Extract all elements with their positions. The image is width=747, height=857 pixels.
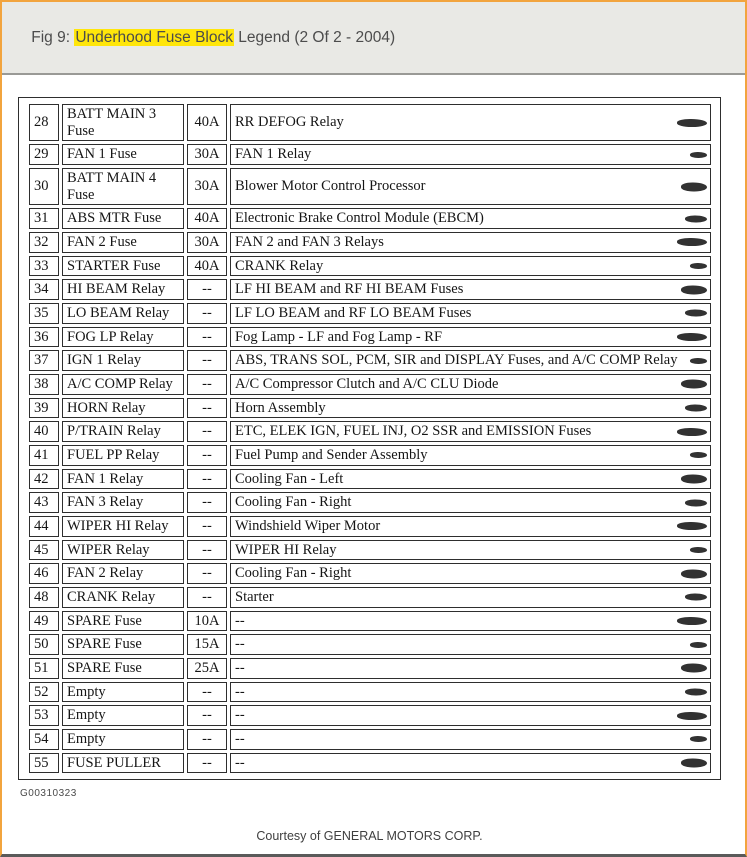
- fuse-controls-cell: Fuel Pump and Sender Assembly: [230, 445, 711, 466]
- fuse-amps-cell: --: [187, 279, 227, 300]
- fuse-amps-cell: 30A: [187, 232, 227, 253]
- fuse-row: [29, 587, 711, 608]
- fuse-number-cell: 30: [29, 168, 59, 205]
- fuse-name-cell: FAN 1 Relay: [62, 469, 184, 490]
- fuse-controls-cell: LF HI BEAM and RF HI BEAM Fuses: [230, 279, 711, 300]
- fuse-amps-cell: 10A: [187, 611, 227, 632]
- fuse-name-cell: FAN 3 Relay: [62, 492, 184, 513]
- fuse-row: [29, 327, 711, 348]
- fuse-controls-cell: Horn Assembly: [230, 398, 711, 419]
- fuse-row: [29, 516, 711, 537]
- fuse-name-cell: LO BEAM Relay: [62, 303, 184, 324]
- caption-search-highlight: Underhood Fuse Block: [75, 29, 233, 46]
- fuse-name-cell: SPARE Fuse: [62, 611, 184, 632]
- fuse-row: [29, 705, 711, 726]
- fuse-name-cell: Empty: [62, 682, 184, 703]
- caption-suffix: Legend (2 Of 2 - 2004): [233, 29, 396, 46]
- fuse-controls-cell: FAN 2 and FAN 3 Relays: [230, 232, 711, 253]
- fuse-controls-cell: A/C Compressor Clutch and A/C CLU Diode: [230, 374, 711, 395]
- fuse-row: [29, 168, 711, 205]
- fuse-amps-cell: --: [187, 350, 227, 371]
- fuse-name-cell: FAN 1 Fuse: [62, 144, 184, 165]
- fuse-controls-cell: --: [230, 682, 711, 703]
- fuse-controls-cell: Windshield Wiper Motor: [230, 516, 711, 537]
- fuse-number-cell: 28: [29, 104, 59, 141]
- fuse-row: [29, 104, 711, 141]
- fuse-name-cell: SPARE Fuse: [62, 634, 184, 655]
- fuse-amps-cell: --: [187, 587, 227, 608]
- fuse-amps-cell: --: [187, 398, 227, 419]
- fuse-row: [29, 374, 711, 395]
- fuse-name-cell: CRANK Relay: [62, 587, 184, 608]
- fuse-amps-cell: --: [187, 705, 227, 726]
- fuse-row: [29, 753, 711, 774]
- caption-prefix: Fig 9:: [31, 29, 75, 46]
- fuse-row: [29, 232, 711, 253]
- fuse-controls-cell: FAN 1 Relay: [230, 144, 711, 165]
- fuse-row: [29, 540, 711, 561]
- fuse-row: [29, 421, 711, 442]
- fuse-row: [29, 256, 711, 277]
- fuse-name-cell: Empty: [62, 705, 184, 726]
- fuse-controls-cell: LF LO BEAM and RF LO BEAM Fuses: [230, 303, 711, 324]
- fuse-name-cell: A/C COMP Relay: [62, 374, 184, 395]
- fuse-number-cell: 44: [29, 516, 59, 537]
- fuse-number-cell: 50: [29, 634, 59, 655]
- fuse-number-cell: 52: [29, 682, 59, 703]
- fuse-row: [29, 658, 711, 679]
- fuse-name-cell: STARTER Fuse: [62, 256, 184, 277]
- fuse-row: [29, 492, 711, 513]
- fuse-row: [29, 279, 711, 300]
- fuse-number-cell: 38: [29, 374, 59, 395]
- fuse-number-cell: 48: [29, 587, 59, 608]
- fuse-controls-cell: Fog Lamp - LF and Fog Lamp - RF: [230, 327, 711, 348]
- fuse-name-cell: WIPER HI Relay: [62, 516, 184, 537]
- fuse-controls-cell: Cooling Fan - Left: [230, 469, 711, 490]
- fuse-table-outline: [18, 97, 721, 780]
- fuse-number-cell: 43: [29, 492, 59, 513]
- fuse-row: [29, 208, 711, 229]
- fuse-row: [29, 398, 711, 419]
- document-content: [2, 75, 745, 854]
- fuse-amps-cell: 40A: [187, 256, 227, 277]
- fuse-amps-cell: --: [187, 540, 227, 561]
- fuse-name-cell: P/TRAIN Relay: [62, 421, 184, 442]
- fuse-amps-cell: --: [187, 445, 227, 466]
- fuse-amps-cell: 30A: [187, 168, 227, 205]
- fuse-controls-cell: CRANK Relay: [230, 256, 711, 277]
- fuse-number-cell: 49: [29, 611, 59, 632]
- fuse-name-cell: HI BEAM Relay: [62, 279, 184, 300]
- fuse-number-cell: 29: [29, 144, 59, 165]
- fuse-controls-cell: WIPER HI Relay: [230, 540, 711, 561]
- fuse-name-cell: Empty: [62, 729, 184, 750]
- fuse-name-cell: HORN Relay: [62, 398, 184, 419]
- fuse-name-cell: BATT MAIN 3 Fuse: [62, 104, 184, 141]
- fuse-amps-cell: 25A: [187, 658, 227, 679]
- fuse-number-cell: 53: [29, 705, 59, 726]
- courtesy-line: Courtesy of GENERAL MOTORS CORP.: [256, 829, 483, 844]
- fuse-name-cell: BATT MAIN 4 Fuse: [62, 168, 184, 205]
- fuse-row: [29, 682, 711, 703]
- fuse-number-cell: 51: [29, 658, 59, 679]
- fuse-name-cell: FUEL PP Relay: [62, 445, 184, 466]
- fuse-controls-cell: Cooling Fan - Right: [230, 492, 711, 513]
- fuse-controls-cell: --: [230, 729, 711, 750]
- fuse-controls-cell: --: [230, 611, 711, 632]
- fuse-amps-cell: --: [187, 374, 227, 395]
- fuse-number-cell: 42: [29, 469, 59, 490]
- fuse-name-cell: IGN 1 Relay: [62, 350, 184, 371]
- fuse-amps-cell: 15A: [187, 634, 227, 655]
- fuse-amps-cell: --: [187, 492, 227, 513]
- fuse-number-cell: 33: [29, 256, 59, 277]
- fuse-controls-cell: Starter: [230, 587, 711, 608]
- fuse-row: [29, 350, 711, 371]
- fuse-controls-cell: RR DEFOG Relay: [230, 104, 711, 141]
- fuse-controls-cell: ETC, ELEK IGN, FUEL INJ, O2 SSR and EMISSION Fuses: [230, 421, 711, 442]
- fuse-controls-cell: --: [230, 658, 711, 679]
- fuse-number-cell: 36: [29, 327, 59, 348]
- figure-caption-bar: [2, 2, 745, 75]
- fuse-number-cell: 39: [29, 398, 59, 419]
- fuse-number-cell: 40: [29, 421, 59, 442]
- fuse-table-body: [29, 104, 711, 773]
- figure-id: G00310323: [20, 788, 77, 800]
- fuse-number-cell: 54: [29, 729, 59, 750]
- fuse-number-cell: 37: [29, 350, 59, 371]
- fuse-name-cell: FAN 2 Fuse: [62, 232, 184, 253]
- fuse-amps-cell: --: [187, 753, 227, 774]
- fuse-number-cell: 35: [29, 303, 59, 324]
- fuse-number-cell: 46: [29, 563, 59, 584]
- fuse-amps-cell: --: [187, 421, 227, 442]
- fuse-controls-cell: --: [230, 753, 711, 774]
- fuse-legend-table: [26, 101, 714, 776]
- fuse-name-cell: SPARE Fuse: [62, 658, 184, 679]
- fuse-amps-cell: --: [187, 327, 227, 348]
- fuse-amps-cell: --: [187, 469, 227, 490]
- fuse-name-cell: FOG LP Relay: [62, 327, 184, 348]
- fuse-row: [29, 303, 711, 324]
- fuse-number-cell: 45: [29, 540, 59, 561]
- fuse-row: [29, 634, 711, 655]
- fuse-controls-cell: --: [230, 705, 711, 726]
- fuse-name-cell: ABS MTR Fuse: [62, 208, 184, 229]
- fuse-number-cell: 32: [29, 232, 59, 253]
- fuse-number-cell: 55: [29, 753, 59, 774]
- fuse-controls-cell: Cooling Fan - Right: [230, 563, 711, 584]
- fuse-amps-cell: --: [187, 563, 227, 584]
- fuse-controls-cell: --: [230, 634, 711, 655]
- fuse-row: [29, 144, 711, 165]
- fuse-name-cell: WIPER Relay: [62, 540, 184, 561]
- fuse-amps-cell: --: [187, 303, 227, 324]
- fuse-amps-cell: --: [187, 729, 227, 750]
- figure-caption: [31, 29, 395, 46]
- fuse-row: [29, 729, 711, 750]
- fuse-controls-cell: ABS, TRANS SOL, PCM, SIR and DISPLAY Fuses, and A/C COMP Relay: [230, 350, 711, 371]
- fuse-name-cell: FUSE PULLER: [62, 753, 184, 774]
- fuse-amps-cell: --: [187, 682, 227, 703]
- fuse-row: [29, 563, 711, 584]
- fuse-row: [29, 469, 711, 490]
- fuse-amps-cell: 40A: [187, 104, 227, 141]
- fuse-number-cell: 41: [29, 445, 59, 466]
- fuse-amps-cell: --: [187, 516, 227, 537]
- fuse-row: [29, 445, 711, 466]
- fuse-amps-cell: 40A: [187, 208, 227, 229]
- fuse-amps-cell: 30A: [187, 144, 227, 165]
- fuse-name-cell: FAN 2 Relay: [62, 563, 184, 584]
- fuse-controls-cell: Electronic Brake Control Module (EBCM): [230, 208, 711, 229]
- fuse-number-cell: 34: [29, 279, 59, 300]
- fuse-row: [29, 611, 711, 632]
- fuse-number-cell: 31: [29, 208, 59, 229]
- fuse-controls-cell: Blower Motor Control Processor: [230, 168, 711, 205]
